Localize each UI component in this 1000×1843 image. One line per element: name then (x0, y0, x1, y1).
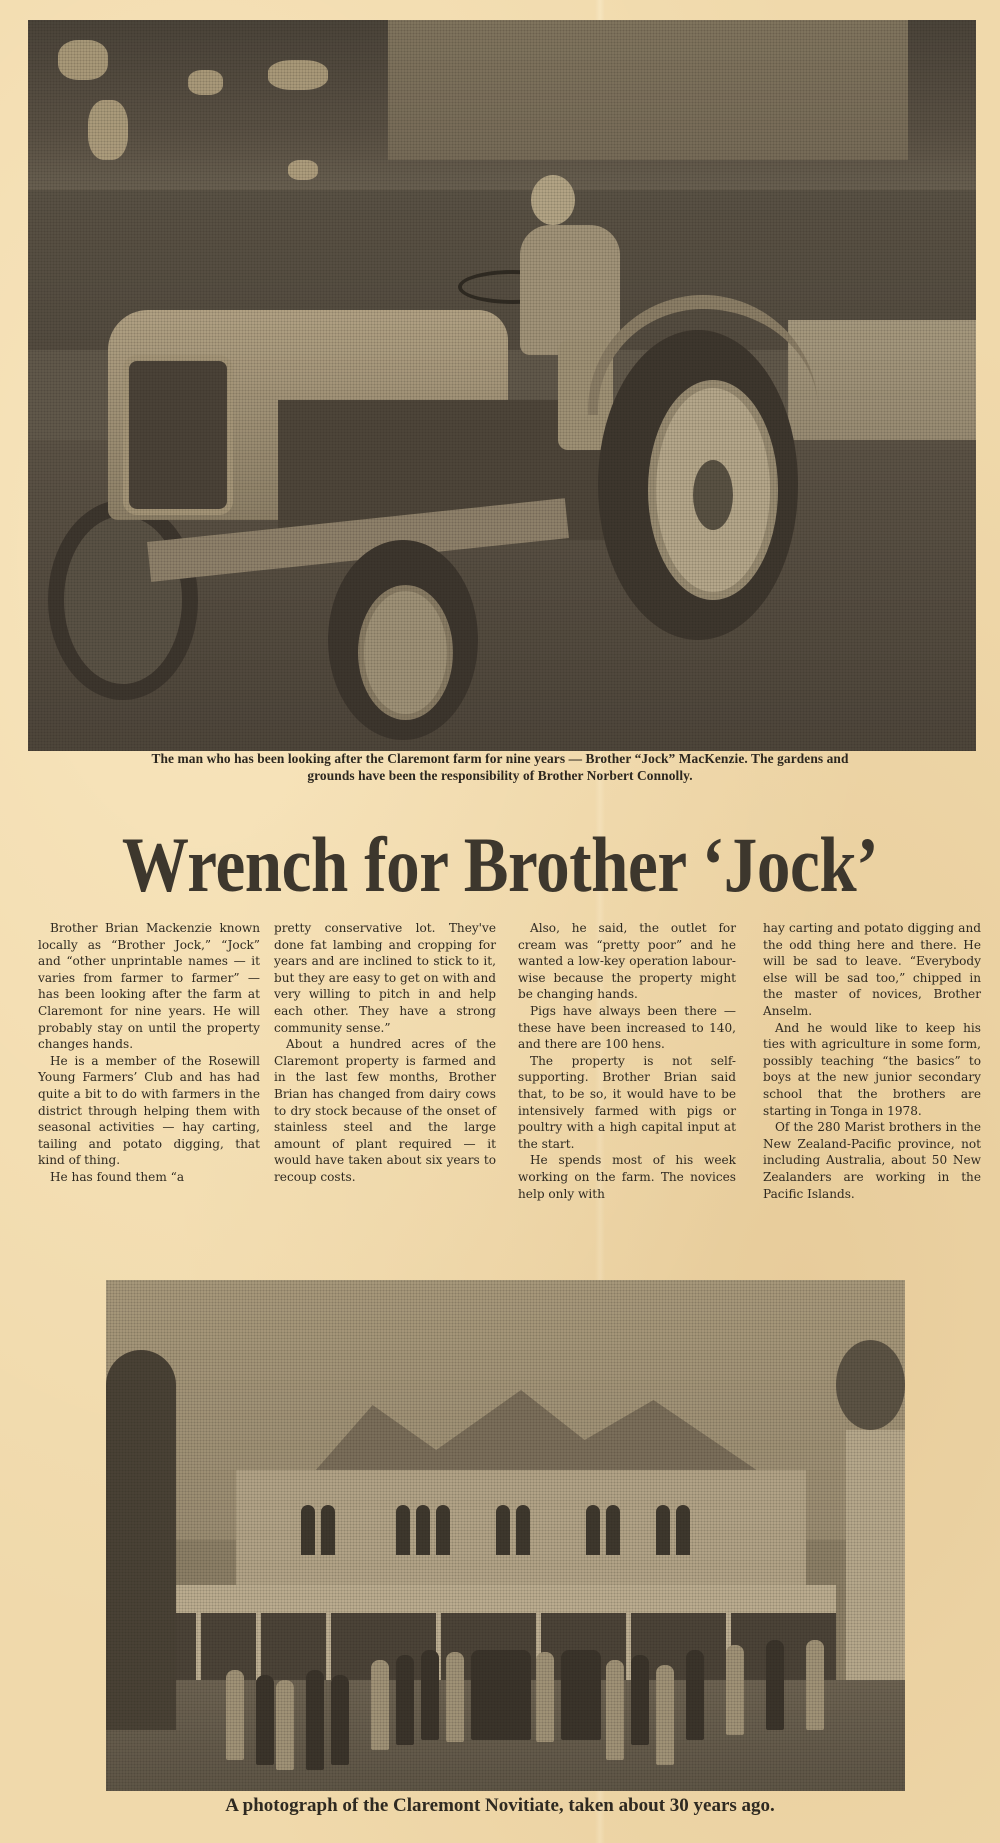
foliage-highlight (88, 100, 128, 160)
paragraph: Brother Brian Mackenzie known locally as “Brother Jock,” “Jock” and “other unprintable names — it varies from farmer to farmer” — has been looking after the farm at Claremont for nine years. He will probably stay on until the property changes hands. (38, 921, 260, 1052)
person (686, 1650, 704, 1740)
crowd-group (471, 1650, 531, 1740)
person (656, 1665, 674, 1765)
paragraph: He spends most of his week working on the farm. The novices help only with (518, 1153, 736, 1201)
person (331, 1675, 349, 1765)
driver-body (520, 225, 620, 355)
person (806, 1640, 824, 1730)
tree-right (836, 1340, 905, 1430)
article-column-4 (763, 920, 981, 1202)
paragraph: He is a member of the Rosewill Young Farmers’ Club and has had quite a bit to do with farmers in the district through helping them with seasonal activities — hay carting, tailing and potato digging, that kind of thing. (38, 1053, 260, 1168)
window (436, 1505, 450, 1555)
foliage-highlight (188, 70, 223, 95)
tractor-photo-caption: The man who has been looking after the Claremont farm for nine years — Brother “Jock” MacKenzie. The gardens and grounds have been the responsibility of Brother Norbert Connolly. (151, 751, 849, 783)
tractor-photo (28, 20, 976, 751)
person (276, 1680, 294, 1770)
paragraph: About a hundred acres of the Claremont property is farmed and in the last few months, Brother Brian has changed from dairy cows to dry stock because of the onset of stainless steel and the large amount of plant required — it would have taken about six years to recoup costs. (274, 1037, 496, 1184)
foliage-highlight (58, 40, 108, 80)
window (516, 1505, 530, 1555)
crowd-group (561, 1650, 601, 1740)
window (321, 1505, 335, 1555)
paragraph: pretty conservative lot. They've done fat lambing and cropping for years and are inclined to stick to it, but they are easy to get on with and very willing to pitch in and help each other. They have a strong community sense.” (274, 921, 496, 1035)
foliage-highlight (268, 60, 328, 90)
article-column-1 (38, 920, 260, 1186)
person (631, 1655, 649, 1745)
window (396, 1505, 410, 1555)
person (766, 1640, 784, 1730)
tractor-front-rim (358, 585, 453, 720)
window (416, 1505, 430, 1555)
window (656, 1505, 670, 1555)
person (726, 1645, 744, 1735)
person (306, 1670, 324, 1770)
article-column-2 (274, 920, 496, 1186)
window (496, 1505, 510, 1555)
paragraph: The property is not self-supporting. Brother Brian said that, to be so, it would have to be intensively farmed with pigs or poultry with a high capital input at the start. (518, 1053, 736, 1151)
person (396, 1655, 414, 1745)
tree-left (106, 1350, 176, 1730)
sky-area (388, 20, 908, 160)
tractor-rear-left-wheel (48, 500, 198, 700)
headline: Wrench for Brother ‘Jock’ (121, 821, 879, 908)
window (676, 1505, 690, 1555)
novitiate-photo (106, 1280, 905, 1791)
person (226, 1670, 244, 1760)
side-building (846, 1430, 905, 1690)
veranda-roof (136, 1585, 836, 1613)
window (586, 1505, 600, 1555)
paragraph: hay carting and potato digging and the odd thing here and there. He will be sad to leave. “Everybody else will be sad too,” chipped in the master of novices, Brother Anselm. (763, 921, 981, 1018)
person (446, 1652, 464, 1742)
article-body (38, 920, 988, 1265)
novitiate-photo-caption: A photograph of the Claremont Novitiate, taken about 30 years ago. (225, 1795, 775, 1816)
paragraph: And he would like to keep his ties with agriculture in some form, possibly teaching “the basics” to boys at the new junior secondary school that the brothers are starting in Tonga in 1978. (763, 1020, 981, 1118)
foliage-highlight (288, 160, 318, 180)
window (606, 1505, 620, 1555)
paragraph: Pigs have always been there — these have been increased to 140, and there are 100 hens. (518, 1003, 736, 1052)
window (301, 1505, 315, 1555)
person (421, 1650, 439, 1740)
driver-head (531, 175, 575, 225)
paragraph: Of the 280 Marist brothers in the New Zealand-Pacific province, not including Australia, about 50 New Zealanders are working in the Pacific Islands. (763, 1120, 981, 1201)
person (606, 1660, 624, 1760)
person (256, 1675, 274, 1765)
tractor-rear-hub (693, 460, 733, 530)
tractor-grille (123, 355, 233, 515)
person (536, 1652, 554, 1742)
paragraph: He has found them “a (50, 1169, 185, 1184)
article-column-3 (518, 920, 736, 1202)
paragraph: Also, he said, the outlet for cream was “pretty poor” and he wanted a low-key operation labour-wise because the property might be changing hands. (518, 921, 736, 1002)
person (371, 1660, 389, 1750)
